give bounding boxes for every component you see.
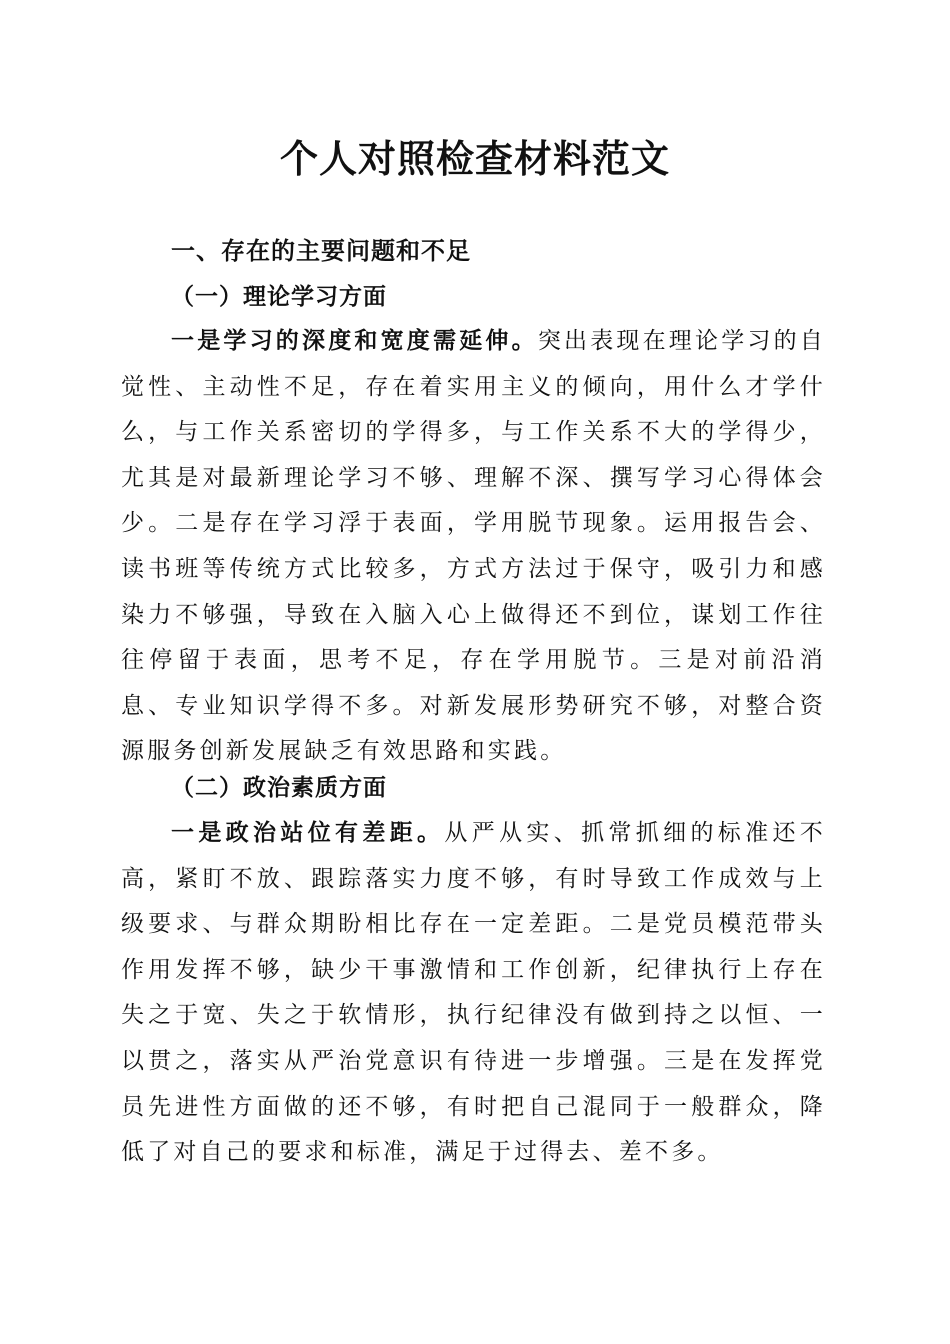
section-heading-problems: 一、存在的主要问题和不足: [171, 237, 471, 265]
paragraph-theory-study: [121, 318, 826, 775]
paragraph-lead-sentence: 一是政治站位有差距。: [171, 819, 445, 846]
subsection-heading-political-quality: （二）政治素质方面: [171, 774, 387, 801]
document-title: 个人对照检查材料范文: [279, 136, 670, 181]
paragraph-lead-sentence: 一是学习的深度和宽度需延伸。: [171, 327, 538, 354]
paragraph-body-text: 突出表现在理论学习的自觉性、主动性不足，存在着实用主义的倾向，用什么才学什么，与工作关系密切的学得多，与工作关系不大的学得少，尤其是对最新理论学习不够、理解不深、撰写学习心得体会少。二是存在学习浮于表面，学用脱节现象。运用报告会、读书班等传统方式比较多，方式方法过于保守，吸引力和感染力不够强，导致在入脑入心上做得还不到位，谋划工作往往停留于表面，思考不足，存在学用脱节。三是对前沿消息、专业知识学得不多。对新发展形势研究不够，对整合资源服务创新发展缺乏有效思路和实践。: [121, 328, 827, 765]
subsection-heading-theory-study: （一）理论学习方面: [171, 283, 387, 310]
paragraph-body-text: 从严从实、抓常抓细的标准还不高，紧盯不放、跟踪落实力度不够，有时导致工作成效与上级要求、与群众期盼相比存在一定差距。二是党员模范带头作用发挥不够，缺少干事激情和工作创新，纪律执行上存在失之于宽、失之于软情形，执行纪律没有做到持之以恒、一以贯之，落实从严治党意识有待进一步增强。三是在发挥党员先进性方面做的还不够，有时把自己混同于一般群众，降低了对自己的要求和标准，满足于过得去、差不多。: [121, 820, 826, 1166]
paragraph-political-quality: [121, 810, 826, 1176]
